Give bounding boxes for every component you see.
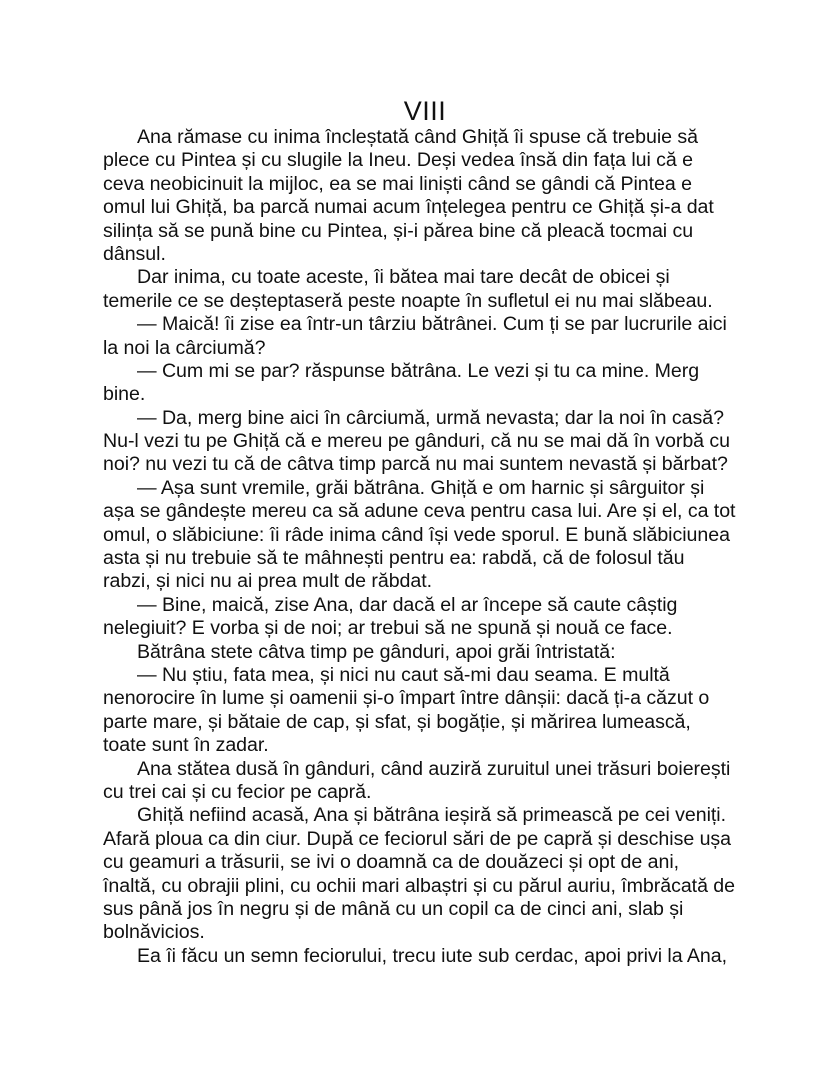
text-line: parte mare, și bătaie de cap, și sfat, și bogăție, și mărirea lumească,	[103, 710, 691, 733]
text-line: Afară ploua ca din ciur. După ce feciorul sări de pe capră și deschise ușa	[103, 827, 732, 850]
text-line: Bătrâna stete câtva timp pe gânduri, apoi grăi întristată:	[137, 640, 616, 663]
text-line: înaltă, cu obrajii plini, cu ochii mari albaștri și cu părul auriu, îmbrăcată de	[103, 874, 736, 897]
text-line: la noi la cârciumă?	[103, 336, 266, 359]
text-line: sus până jos în negru și de mână cu un copil ca de cinci ani, slab și	[103, 897, 684, 920]
text-line: plece cu Pintea și cu slugile la Ineu. Deși vedea însă din fața lui că e	[103, 149, 694, 172]
text-line: asta și nu trebuie să te mâhnești pentru ea: rabdă, că de folosul tău	[103, 547, 685, 570]
text-line: temerile ce se deșteptaseră peste noapte în sufletul ei nu mai slăbeau.	[103, 289, 713, 312]
text-line: — Așa sunt vremile, grăi bătrâna. Ghiță e om harnic și sârguitor și	[137, 476, 705, 499]
text-line: — Maică! îi zise ea într-un târziu bătrânei. Cum ți se par lucrurile aici	[137, 313, 727, 336]
text-line: Dar inima, cu toate aceste, îi bătea mai tare decât de obicei și	[137, 266, 670, 289]
text-line: omul, o slăbiciune: îi râde inima când își vede sporul. E bună slăbiciunea	[103, 523, 730, 546]
text-line: silința să se pună bine cu Pintea, și-i părea bine că pleacă tocmai cu	[103, 219, 694, 242]
text-line: cu geamuri a trăsurii, se ivi o doamnă ca de douăzeci și opt de ani,	[103, 851, 680, 874]
text-line: Ana stătea dusă în gânduri, când auziră zuruitul unei trăsuri boierești	[137, 757, 731, 780]
text-line: ceva neobicinuit la mijloc, ea se mai liniști când se gândi că Pintea e	[103, 172, 692, 195]
text-line: — Da, merg bine aici în cârciumă, urmă nevasta; dar la noi în casă?	[137, 406, 724, 429]
text-line: Ana rămase cu inima încleștată când Ghiță îi spuse că trebuie să	[137, 126, 698, 148]
text-line: rabzi, și nici nu ai prea mult de răbdat.	[103, 570, 433, 593]
document-page	[103, 96, 743, 968]
text-line: noi? nu vezi tu că de câtva timp parcă nu mai suntem nevastă și bărbat?	[103, 453, 728, 476]
text-line: cu trei cai și cu fecior pe capră.	[103, 780, 372, 803]
text-line: toate sunt în zadar.	[103, 734, 269, 757]
text-line: Ea îi făcu un semn feciorului, trecu iute sub cerdac, apoi privi la Ana,	[137, 944, 727, 967]
text-line: nelegiuit? E vorba și de noi; ar trebui să ne spună și nouă ce face.	[103, 617, 673, 640]
text-line: — Nu știu, fata mea, și nici nu caut să-mi dau seama. E multă	[137, 663, 670, 686]
text-line: — Bine, maică, zise Ana, dar dacă el ar începe să caute câștig	[137, 593, 678, 616]
text-line: Ghiță nefiind acasă, Ana și bătrâna ieșiră să primească pe cei veniți.	[137, 804, 726, 827]
chapter-title: VIII	[403, 96, 447, 126]
text-line: nenorocire în lume și oamenii și-o împart între dânșii: dacă ți-a căzut o	[103, 687, 710, 710]
text-line: bolnăvicios.	[103, 921, 205, 944]
body-text	[103, 126, 743, 968]
text-line: bine.	[103, 383, 146, 406]
text-line: dânsul.	[103, 242, 166, 265]
text-line: Nu-l vezi tu pe Ghiță că e mereu pe gânduri, că nu se mai dă în vorbă cu	[103, 430, 731, 453]
text-line: așa se gândește mereu ca să adune ceva pentru casa lui. Are și el, ca tot	[103, 500, 736, 523]
text-line: omul lui Ghiță, ba parcă numai acum înțelegea pentru ce Ghiță și-a dat	[103, 196, 714, 219]
text-line: — Cum mi se par? răspunse bătrâna. Le vezi și tu ca mine. Merg	[137, 359, 700, 382]
